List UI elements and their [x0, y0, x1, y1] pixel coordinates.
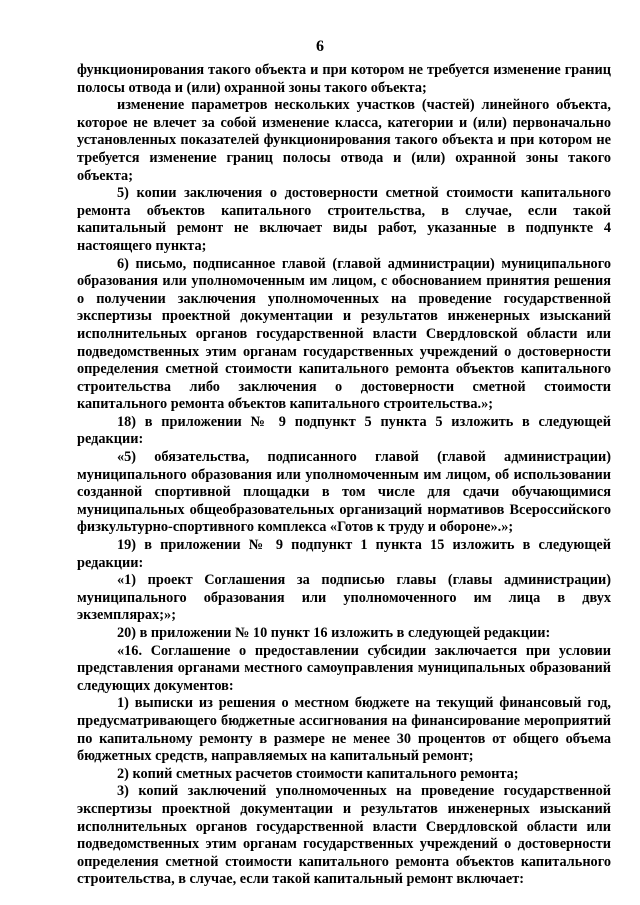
- paragraph: «16. Соглашение о предоставлении субсидии заключается при условии представления органами местного самоуправления муниципальных образований следующих документов:: [77, 642, 611, 694]
- paragraph: 19) в приложении № 9 подпункт 1 пункта 15 изложить в следующей редакции:: [77, 537, 611, 571]
- paragraph: «5) обязательства, подписанного главой (главой администрации) муниципального образования или уполномоченным им лицом, об использовании созданной спортивной площадки в том числе для сдачи обучающимися муниципальных общеобразовательных организаций нормативов Всероссийского физкультурно-спортивного комплекса «Готов к труду и обороне».»;: [77, 449, 611, 536]
- paragraph: 5) копии заключения о достоверности сметной стоимости капитального ремонта объектов капитального строительства, в случае, если такой капитальный ремонт не включает виды работ, указанные в подпункте 4 настоящего пункта;: [77, 185, 611, 254]
- paragraph: 6) письмо, подписанное главой (главой администрации) муниципального образования или уполномоченным им лицом, с обоснованием принятия решения о получении заключения уполномоченных на проведение государственной экспертизы проектной документации и результатов инженерных изысканий исполнительных органов государственной власти Свердловской области или подведомственных этим органам государственных учреждений о достоверности определения сметной стоимости капитального ремонта объектов капитального строительства либо заключения о достоверности сметной стоимости капитального ремонта объектов капитального строительства.»;: [77, 255, 611, 413]
- paragraph: 18) в приложении № 9 подпункт 5 пункта 5 изложить в следующей редакции:: [77, 413, 611, 448]
- paragraph: функционирования такого объекта и при котором не требуется изменение границ полосы отвода и (или) охранной зоны такого объекта;: [77, 62, 611, 96]
- document-body: [77, 62, 611, 889]
- paragraph: 3) копий заключений уполномоченных на проведение государственной экспертизы проектной документации и результатов инженерных изысканий исполнительных органов государственной власти Свердловской области или подведомственных этим органам государственных учреждений о достоверности определения сметной стоимости капитального ремонта объектов капитального строительства, в случае, если такой капитальный ремонт включает:: [77, 783, 611, 888]
- paragraph: 2) копий сметных расчетов стоимости капитального ремонта;: [117, 765, 519, 782]
- paragraph: 20) в приложении № 10 пункт 16 изложить в следующей редакции:: [117, 625, 551, 641]
- paragraph: 1) выписки из решения о местном бюджете на текущий финансовый год, предусматривающего бюджетные ассигнования на финансирование мероприятий по капитальному ремонту в размере не менее 30 процентов от общего объема бюджетных средств, направляемых на капитальный ремонт;: [77, 695, 611, 765]
- paragraph: «1) проект Соглашения за подписью главы (главы администрации) муниципального образования или уполномоченного им лица в двух экземплярах;»;: [77, 572, 611, 624]
- paragraph: изменение параметров нескольких участков (частей) линейного объекта, которое не влечет за собой изменение класса, категории и (или) первоначально установленных показателей функционирования такого объекта и при котором не требуется изменение границ полосы отвода и (или) охранной зоны такого объекта;: [77, 97, 611, 184]
- page-number: 6: [316, 38, 324, 55]
